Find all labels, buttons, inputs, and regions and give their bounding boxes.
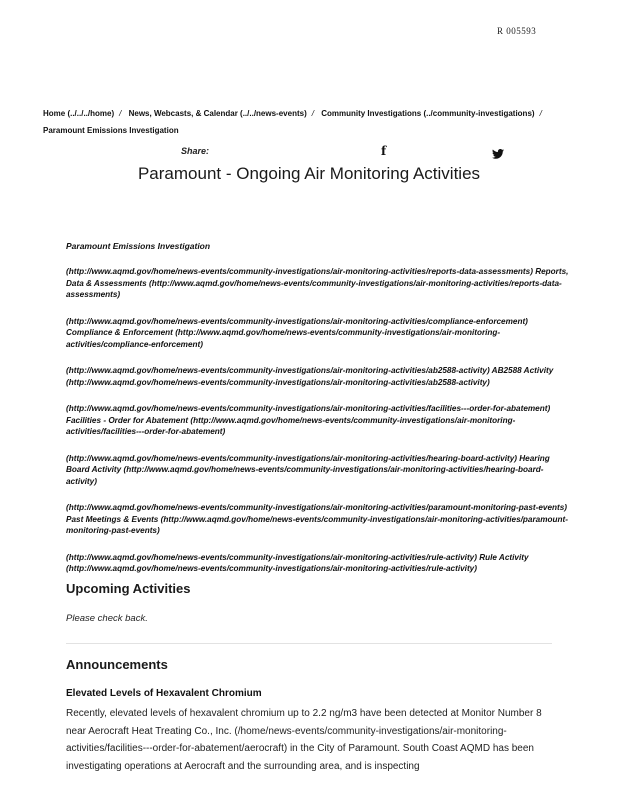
link-hearing-board-activity[interactable]: (http://www.aqmd.gov/home/news-events/community-investigations/air-monitoring-activities/hearing-board-activity) Hearing Board Activity (http://www.aqmd.gov/home/news-events/community-investigations/air-monitoring-activities/hearing-board-activity): [66, 453, 550, 486]
link-ab2588-activity[interactable]: (http://www.aqmd.gov/home/news-events/community-investigations/air-monitoring-activities/ab2588-activity) AB2588 Activity (http://www.aqmd.gov/home/news-events/community-investigations/air-monitoring-activities/ab2588-activity): [66, 366, 554, 387]
facebook-icon[interactable]: f: [381, 144, 387, 158]
link-compliance-enforcement[interactable]: (http://www.aqmd.gov/home/news-events/community-investigations/air-monitoring-activities/compliance-enforcement) Compliance & Enforcement (http://www.aqmd.gov/home/news-events/community-investigations/air-monitoring-activities/compliance-enforcement): [66, 316, 528, 349]
list-item: [66, 403, 571, 438]
breadcrumb-current: Paramount Emissions Investigation: [43, 126, 179, 135]
list-item: [66, 502, 571, 537]
breadcrumb-separator: /: [311, 109, 314, 118]
list-item: [66, 552, 571, 575]
breadcrumb-news[interactable]: News, Webcasts, & Calendar (../../news-events): [128, 109, 307, 118]
link-facilities-order-for-abatement[interactable]: (http://www.aqmd.gov/home/news-events/community-investigations/air-monitoring-activities/facilities---order-for-abatement) Facilities - Order for Abatement (http://www.aqmd.gov/home/news-events/community-investigations/air-monitoring-activities/facilities---order-for-abatement): [66, 404, 551, 436]
page-title: Paramount - Ongoing Air Monitoring Activities: [137, 164, 481, 183]
breadcrumb: [43, 105, 563, 139]
divider: [66, 643, 552, 644]
breadcrumb-separator: /: [539, 109, 542, 118]
activity-links-list: [66, 266, 571, 590]
twitter-icon[interactable]: [492, 146, 504, 164]
list-item: [66, 453, 571, 488]
breadcrumb-home[interactable]: Home (../../../home): [43, 109, 115, 118]
upcoming-text: Please check back.: [66, 613, 148, 624]
breadcrumb-community[interactable]: Community Investigations (../community-investigations): [321, 109, 535, 118]
upcoming-heading: Upcoming Activities: [66, 581, 191, 596]
breadcrumb-separator: /: [119, 109, 122, 118]
share-bar: [0, 146, 618, 160]
list-item: [66, 316, 571, 351]
section-label: Paramount Emissions Investigation: [66, 241, 211, 251]
announcement-title: Elevated Levels of Hexavalent Chromium: [66, 688, 262, 699]
announcement-body: Recently, elevated levels of hexavalent chromium up to 2.2 ng/m3 have been detected at Monitor Number 8 near Aerocraft Heat Treating Co., Inc. (/home/news-events/community-investigations/air-monitoring-activities/facilities---order-for-abatement/aerocraft) in the City of Paramount. South Coast AQMD has been investigating operations at Aerocraft and the surrounding area, and is inspecting: [66, 708, 542, 772]
list-item: [66, 365, 571, 388]
share-label: Share:: [181, 146, 210, 156]
bates-number: R 005593: [497, 26, 537, 36]
list-item: [66, 266, 571, 301]
link-rule-activity[interactable]: (http://www.aqmd.gov/home/news-events/community-investigations/air-monitoring-activities/rule-activity) Rule Activity (http://www.aqmd.gov/home/news-events/community-investigations/air-monitoring-activities/rule-activity): [66, 552, 529, 573]
link-reports-data-assessments[interactable]: (http://www.aqmd.gov/home/news-events/community-investigations/air-monitoring-activities/reports-data-assessments) Reports, Data & Assessments (http://www.aqmd.gov/home/news-events/community-investigations/air-monitoring-activities/reports-data-assessments): [66, 267, 569, 299]
link-past-meetings-events[interactable]: (http://www.aqmd.gov/home/news-events/community-investigations/air-monitoring-activities/paramount-monitoring-past-events) Past Meetings & Events (http://www.aqmd.gov/home/news-events/community-investigations/air-monitoring-activities/paramount-monitoring-past-events): [66, 503, 568, 535]
announcements-heading: Announcements: [66, 657, 168, 672]
